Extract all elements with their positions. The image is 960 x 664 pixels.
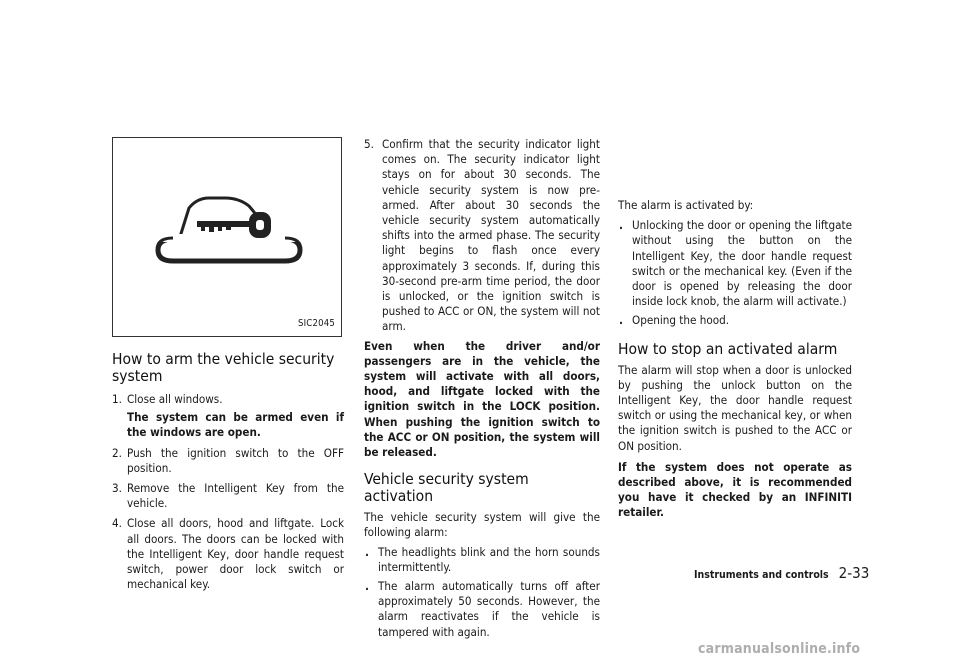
column-left bbox=[112, 137, 344, 592]
list-item bbox=[112, 481, 344, 511]
car-lock-key-icon bbox=[153, 194, 305, 266]
page-footer bbox=[694, 564, 869, 582]
list-item bbox=[618, 313, 852, 328]
watermark: carmanualsonline.info bbox=[698, 641, 861, 657]
list-item bbox=[112, 446, 344, 476]
footer-section-title: Instruments and controls bbox=[694, 569, 829, 581]
section-heading-arm: How to arm the vehicle security system bbox=[112, 350, 335, 385]
body-text: The alarm will stop when a door is unlocked by pushing the unlock button on the Intelligent Key, the door handle request switch or using the mechanical key, or when the ignition switch is pushed to the ACC or ON position. bbox=[618, 362, 852, 453]
step-number: 1. bbox=[112, 392, 122, 406]
step-text: Remove the Intelligent Key from the vehicle. bbox=[127, 481, 344, 511]
column-middle bbox=[364, 137, 600, 640]
list-item bbox=[364, 545, 600, 575]
list-item bbox=[112, 516, 344, 592]
bullet-glyph: . bbox=[365, 579, 369, 594]
bullet-text: The headlights blink and the horn sounds intermittently. bbox=[378, 544, 600, 574]
step-number: 3. bbox=[112, 481, 122, 496]
activated-by-text: The alarm is activated by: bbox=[618, 198, 754, 212]
step-text: Push the ignition switch to the OFF position. bbox=[127, 445, 344, 475]
illustration-figure bbox=[112, 137, 342, 337]
list-item bbox=[112, 392, 344, 407]
warning-text: Even when the driver and/or passengers are in the vehicle, the system will activate with all doors, hood, and liftgate locked with the ignition switch in the LOCK position. When pushing the ignition switch to the ACC or ON position, the system will be released. bbox=[364, 338, 600, 460]
list-item bbox=[618, 218, 852, 309]
column-right bbox=[618, 198, 852, 521]
section-heading-activation: Vehicle security system activation bbox=[364, 470, 529, 506]
bullet-glyph: . bbox=[619, 313, 623, 328]
step-number: 4. bbox=[112, 516, 122, 531]
figure-caption: SIC2045 bbox=[297, 317, 335, 329]
step-text: Confirm that the security indicator light comes on. The security indicator light stays on for about 30 seconds. The vehicle security system is now pre-armed. After about 30 seconds the vehicle security system automatically shifts into the armed phase. The security light begins to flash once every approximately 3 seconds. If, during this 30-second pre-arm time period, the door is unlocked, or the ignition switch is pushed to ACC or ON, the system will not arm. bbox=[382, 137, 600, 334]
step-number: 2. bbox=[112, 445, 122, 460]
bullet-glyph: . bbox=[619, 218, 623, 233]
step-text: Close all doors, hood and liftgate. Lock all doors. The doors can be locked with the Intelligent Key, door handle request switch, power door lock switch or mechanical key. bbox=[127, 516, 344, 592]
step-note: The system can be armed even if the windows are open. bbox=[127, 410, 344, 440]
intro-text: The vehicle security system will give the following alarm: bbox=[364, 510, 600, 540]
bullet-text: The alarm automatically turns off after approximately 50 seconds. However, the alarm reactivates if the vehicle is tampered with again. bbox=[378, 579, 600, 639]
bullet-text: Unlocking the door or opening the liftgate without using the button on the Intelligent Key, the door handle request switch or the mechanical key. (Even if the door is opened by releasing the door inside lock knob, the alarm will activate.) bbox=[632, 218, 852, 309]
step-text: Close all windows. bbox=[127, 392, 223, 406]
bullet-text: Opening the hood. bbox=[632, 313, 730, 328]
step-number: 5. bbox=[364, 137, 374, 151]
bullet-glyph: . bbox=[365, 544, 369, 559]
list-item bbox=[364, 579, 600, 640]
section-heading-stop: How to stop an activated alarm bbox=[618, 339, 838, 358]
list-item bbox=[364, 137, 600, 335]
page-number: 2-33 bbox=[838, 564, 870, 582]
warning-text: If the system does not operate as described above, it is recommended you have it checked by an INFINITI retailer. bbox=[618, 459, 852, 520]
